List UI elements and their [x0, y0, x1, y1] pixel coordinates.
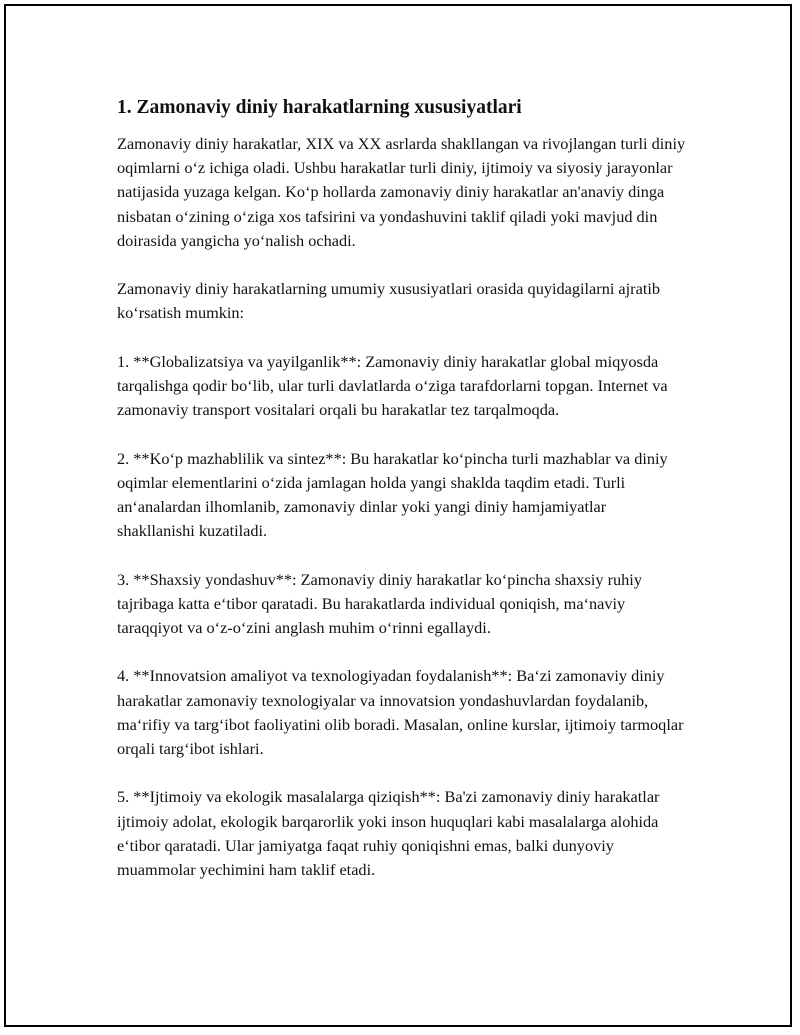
intro-paragraph: Zamonaviy diniy harakatlar, XIX va XX asrlarda shakllangan va rivojlangan turli diniy oqimlarni o‘z ichiga oladi. Ushbu harakatlar turli diniy, ijtimoiy va siyosiy jarayonlar natijasida yuzaga kelgan. Ko‘p hollarda zamonaviy diniy harakatlar an'anaviy dinga nisbatan o‘zining o‘ziga xos tafsirini va yondashuvini taklif qiladi yoki mavjud din doirasida yangicha yo‘nalish ochadi. [117, 134, 686, 250]
feature-synthesis-paragraph: 2. **Ko‘p mazhablilik va sintez**: Bu harakatlar ko‘pincha turli mazhablar va diniy oqimlar elementlarini o‘zida jamlagan holda yangi shaklda taqdim etadi. Turli an‘analardan ilhomlanib, zamonaviy dinlar yoki yangi diniy hamjamiyatlar shakllanishi kuzatiladi. [117, 448, 668, 541]
feature-social-ecological-paragraph: 5. **Ijtimoiy va ekologik masalalarga qiziqish**: Ba'zi zamonaviy diniy harakatlar ijtimoiy adolat, ekologik barqarorlik yoki inson huquqlari kabi masalalarga alohida e‘tibor qaratadi. Ular jamiyatga faqat ruhiy qoniqishni emas, balki dunyoviy muammolar yechimini ham taklif etadi. [117, 787, 660, 879]
feature-innovation-paragraph: 4. **Innovatsion amaliyot va texnologiyadan foydalanish**: Ba‘zi zamonaviy diniy harakatlar zamonaviy texnologiyalar va innovatsion yondashuvlardan foydalanib, ma‘rifiy va targ‘ibot faoliyatini olib boradi. Masalan, online kurslar, ijtimoiy tarmoqlar orqali targ‘ibot ishlari. [117, 666, 684, 758]
features-lead-paragraph: Zamonaviy diniy harakatlarning umumiy xususiyatlari orasida quyidagilarni ajratib ko‘rsatish mumkin: [117, 279, 661, 323]
document-body [117, 96, 687, 906]
feature-personal-approach-paragraph: 3. **Shaxsiy yondashuv**: Zamonaviy diniy harakatlar ko‘pincha shaxsiy ruhiy tajribaga katta e‘tibor qaratadi. Bu harakatlarda individual qoniqish, ma‘naviy taraqqiyot va o‘z-o‘zini anglash muhim o‘rinni egallaydi. [117, 569, 642, 637]
section-title: 1. Zamonaviy diniy harakatlarning xususiyatlari [117, 97, 522, 118]
feature-globalization-paragraph: 1. **Globalizatsiya va yayilganlik**: Zamonaviy diniy harakatlar global miqyosda tarqalishga qodir bo‘lib, ular turli davlatlarda o‘ziga tarafdorlarni topgan. Internet va zamonaviy transport vositalari orqali bu harakatlar tez tarqalmoqda. [117, 351, 668, 420]
